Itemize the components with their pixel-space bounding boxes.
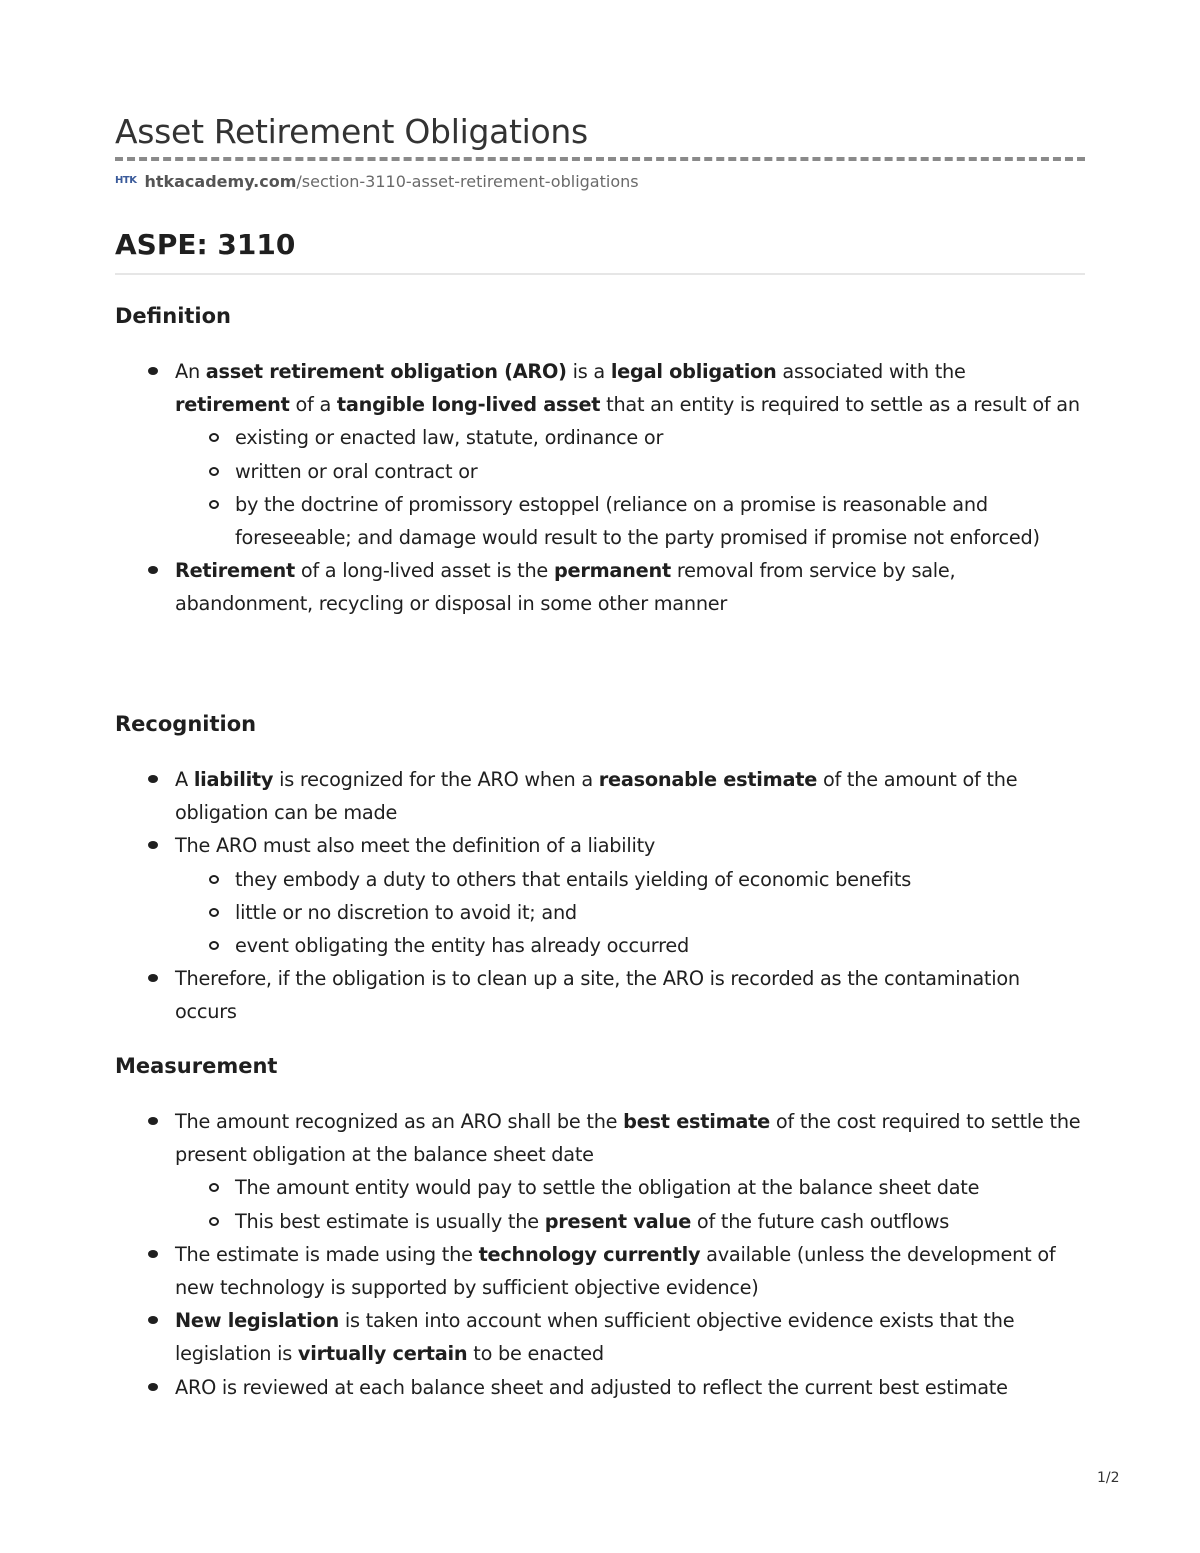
- list-item: A liability is recognized for the ARO when a reasonable estimate of the amount of the obligation can be made: [175, 763, 1085, 829]
- recognition-heading: Recognition: [115, 712, 257, 736]
- sub-list-item: existing or enacted law, statute, ordinance or: [235, 421, 1085, 454]
- bullet-icon: [148, 1117, 158, 1125]
- heading-divider: [115, 273, 1085, 275]
- list-item: New legislation is taken into account when sufficient objective evidence exists that the legislation is virtually certain to be enacted: [175, 1304, 1085, 1370]
- sub-list-item: This best estimate is usually the present value of the future cash outflows: [235, 1205, 1085, 1238]
- sub-list-item: little or no discretion to avoid it; and: [235, 896, 1085, 929]
- circle-bullet-icon: [209, 875, 219, 884]
- recognition-section: [115, 709, 1085, 1029]
- sub-list: [175, 421, 1085, 554]
- bullet-icon: [148, 775, 158, 783]
- circle-bullet-icon: [209, 908, 219, 917]
- source-domain: htkacademy.com: [144, 172, 297, 191]
- definition-heading: Definition: [115, 304, 232, 328]
- measurement-heading: Measurement: [115, 1054, 278, 1078]
- definition-list: [115, 355, 1085, 621]
- sub-list: [175, 1171, 1085, 1237]
- sub-list-item: event obligating the entity has already occurred: [235, 929, 1085, 962]
- bullet-icon: [148, 566, 158, 574]
- page-number: 1/2: [1097, 1470, 1120, 1486]
- sub-list-item: by the doctrine of promissory estoppel (reliance on a promise is reasonable and foreseeable; and damage would result to the party promised if promise not enforced): [235, 488, 1085, 554]
- sub-list-item: written or oral contract or: [235, 455, 1085, 488]
- bullet-icon: [148, 1383, 158, 1391]
- measurement-list: [115, 1105, 1085, 1404]
- definition-section: [115, 301, 1085, 621]
- list-item: An asset retirement obligation (ARO) is a legal obligation associated with the retirement of a tangible long-lived asset that an entity is required to settle as a result of an existing or enacted law, statute, ordinance or written or oral contract or by the doctrine of promissory estoppel (reliance on a promise is reasonable and foreseeable; and damage would result to the party promised if promise not enforced): [175, 355, 1085, 554]
- circle-bullet-icon: [209, 941, 219, 950]
- circle-bullet-icon: [209, 500, 219, 509]
- circle-bullet-icon: [209, 467, 219, 476]
- source-path: /section-3110-asset-retirement-obligations: [296, 172, 639, 191]
- source-url[interactable]: [115, 172, 639, 191]
- measurement-section: [115, 1051, 1085, 1404]
- list-item: ARO is reviewed at each balance sheet and adjusted to reflect the current best estimate: [175, 1371, 1085, 1404]
- bullet-icon: [148, 841, 158, 849]
- bullet-icon: [148, 1316, 158, 1324]
- bullet-icon: [148, 367, 158, 375]
- list-item: Therefore, if the obligation is to clean up a site, the ARO is recorded as the contamination occurs: [175, 962, 1085, 1028]
- htk-logo-icon: HTK: [115, 175, 137, 186]
- circle-bullet-icon: [209, 1183, 219, 1192]
- sub-list-item: they embody a duty to others that entails yielding of economic benefits: [235, 863, 1085, 896]
- bullet-icon: [148, 974, 158, 982]
- recognition-list: [115, 763, 1085, 1029]
- circle-bullet-icon: [209, 433, 219, 442]
- list-item: The estimate is made using the technology currently available (unless the development of new technology is supported by sufficient objective evidence): [175, 1238, 1085, 1304]
- title-divider: [115, 157, 1085, 161]
- list-item: The ARO must also meet the definition of a liability they embody a duty to others that entails yielding of economic benefits little or no discretion to avoid it; and event obligating the entity has already occurred: [175, 829, 1085, 962]
- list-item: The amount recognized as an ARO shall be the best estimate of the cost required to settle the present obligation at the balance sheet date The amount entity would pay to settle the obligation at the balance sheet date This best estimate is usually the present value of the future cash outflows: [175, 1105, 1085, 1238]
- page-title: Asset Retirement Obligations: [115, 112, 588, 151]
- list-item: Retirement of a long-lived asset is the permanent removal from service by sale, abandonment, recycling or disposal in some other manner: [175, 554, 1085, 620]
- section-heading-aspe: ASPE: 3110: [115, 228, 296, 261]
- bullet-icon: [148, 1250, 158, 1258]
- sub-list: [175, 863, 1085, 963]
- sub-list-item: The amount entity would pay to settle the obligation at the balance sheet date: [235, 1171, 1085, 1204]
- circle-bullet-icon: [209, 1217, 219, 1226]
